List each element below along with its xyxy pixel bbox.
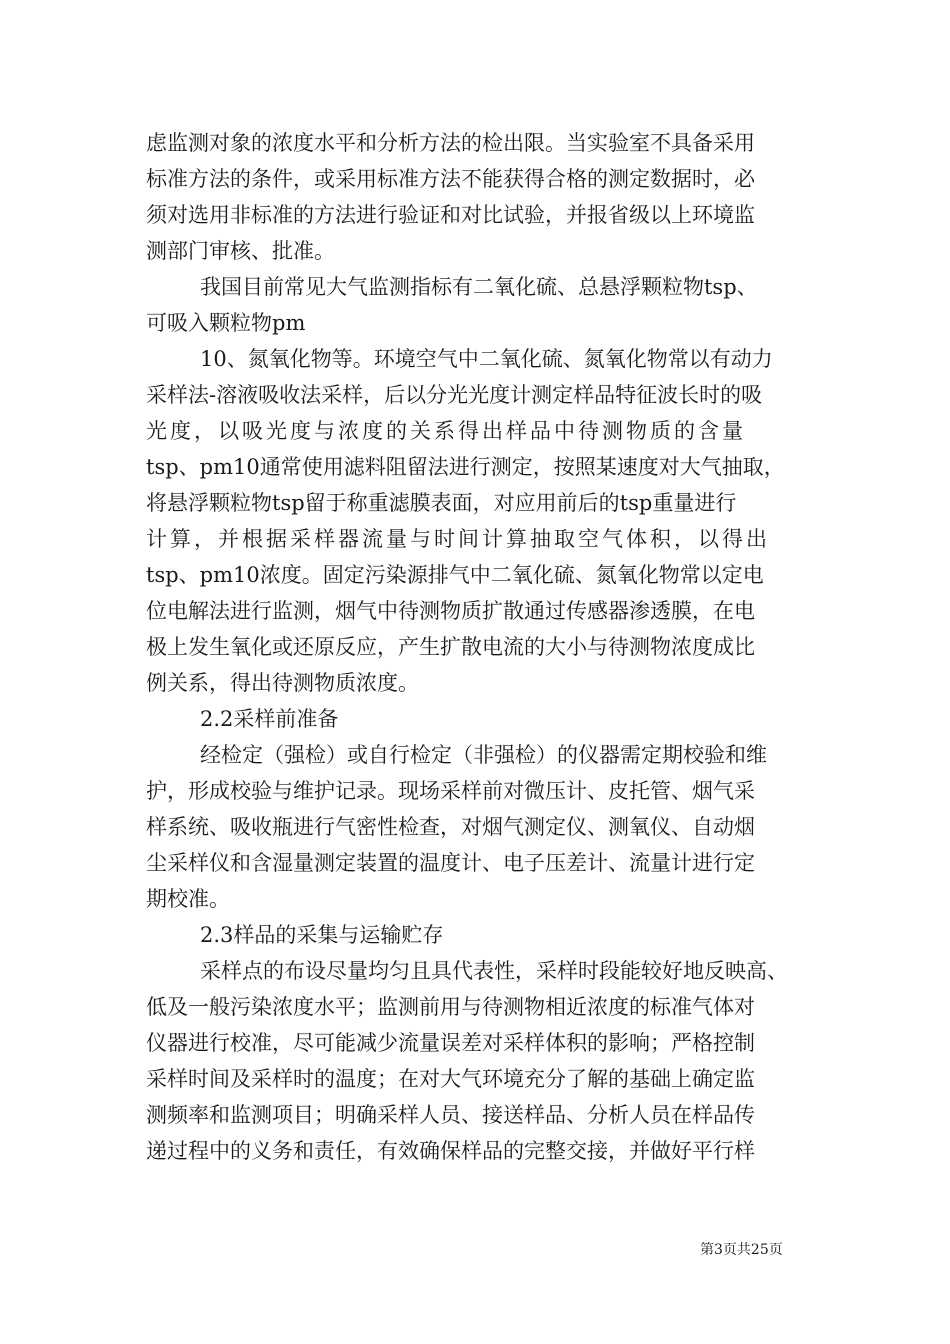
text-line: 位电解法进行监测，烟气中待测物质扩散通过传感器渗透膜，在电	[146, 599, 755, 623]
text-line: 护，形成校验与维护记录。现场采样前对微压计、皮托管、烟气采	[146, 779, 755, 803]
text-line: 极上发生氧化或还原反应，产生扩散电流的大小与待测物浓度成比	[146, 635, 755, 659]
text-line: 经检定（强检）或自行检定（非强检）的仪器需定期校验和维	[200, 743, 767, 767]
text-line: 例关系，得出待测物质浓度。	[146, 671, 419, 695]
text-line: 将悬浮颗粒物tsp留于称重滤膜表面，对应用前后的tsp重量进行	[146, 491, 737, 515]
page-number: 第3页共25页	[700, 1242, 783, 1258]
text-line: 测频率和监测项目；明确采样人员、接送样品、分析人员在样品传	[146, 1103, 755, 1127]
text-line: 期校准。	[146, 887, 230, 911]
text-line: 递过程中的义务和责任，有效确保样品的完整交接，并做好平行样	[146, 1139, 755, 1163]
text-line: tsp、pm10通常使用滤料阻留法进行测定，按照某速度对大气抽取，	[146, 455, 785, 479]
section-heading: 2.2采样前准备	[200, 707, 339, 731]
text-line: 样系统、吸收瓶进行气密性检查，对烟气测定仪、测氧仪、自动烟	[146, 815, 755, 839]
section-heading: 2.3样品的采集与运输贮存	[200, 923, 444, 947]
text-line: 须对选用非标准的方法进行验证和对比试验，并报省级以上环境监	[146, 203, 755, 227]
text-line: 尘采样仪和含湿量测定装置的温度计、电子压差计、流量计进行定	[146, 851, 755, 875]
text-line: 测部门审核、批准。	[146, 239, 335, 263]
text-line: 可吸入颗粒物pm	[146, 311, 306, 335]
text-line: 标准方法的条件，或采用标准方法不能获得合格的测定数据时，必	[146, 167, 755, 191]
text-line: 采样点的布设尽量均匀且具代表性，采样时段能较好地反映高、	[200, 959, 788, 983]
text-line: tsp、pm10浓度。固定污染源排气中二氧化硫、氮氧化物常以定电	[146, 563, 764, 587]
text-line: 采样时间及采样时的温度；在对大气环境充分了解的基础上确定监	[146, 1067, 755, 1091]
text-line: 仪器进行校准，尽可能减少流量误差对采样体积的影响；严格控制	[146, 1031, 755, 1055]
text-line: 光度，以吸光度与浓度的关系得出样品中待测物质的含量	[146, 419, 746, 443]
text-line: 采样法-溶液吸收法采样，后以分光光度计测定样品特征波长时的吸	[146, 383, 763, 407]
text-line: 10、氮氧化物等。环境空气中二氧化硫、氮氧化物常以有动力	[200, 347, 773, 371]
text-line: 虑监测对象的浓度水平和分析方法的检出限。当实验室不具备采用	[146, 131, 755, 155]
text-line: 我国目前常见大气监测指标有二氧化硫、总悬浮颗粒物tsp、	[200, 275, 758, 299]
text-line: 低及一般污染浓度水平；监测前用与待测物相近浓度的标准气体对	[146, 995, 755, 1019]
text-line: 计算，并根据采样器流量与时间计算抽取空气体积，以得出	[146, 527, 770, 551]
